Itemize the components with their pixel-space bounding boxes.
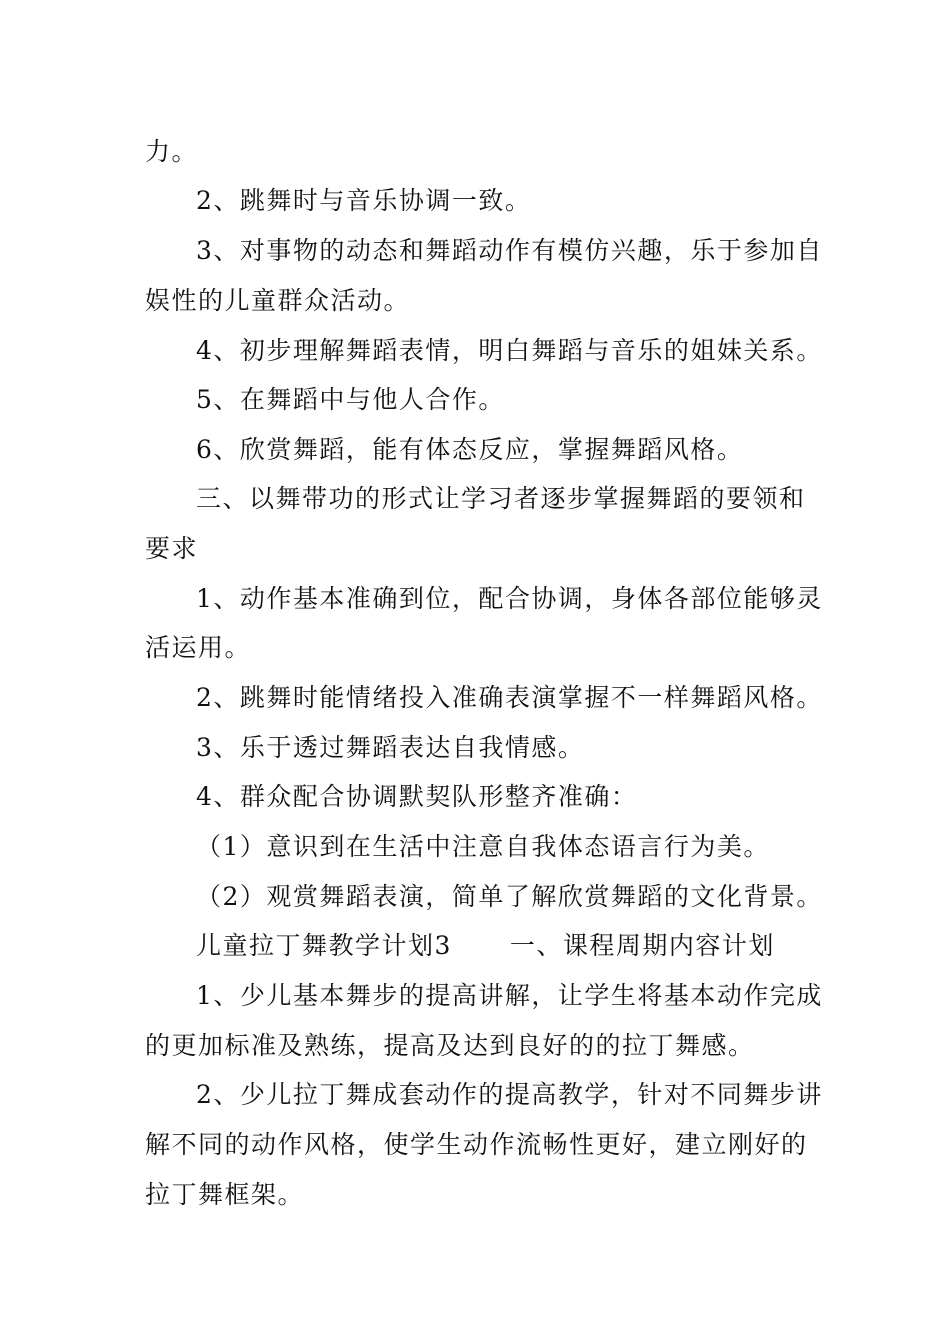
list-item: 3、对事物的动态和舞蹈动作有模仿兴趣，乐于参加自 — [196, 236, 823, 265]
text-line: 娱性的儿童群众活动。 — [145, 286, 411, 315]
text-line: 要求 — [145, 534, 199, 563]
text-line: 的更加标准及熟练，提高及达到良好的的拉丁舞感。 — [145, 1031, 755, 1060]
list-item: 2、跳舞时与音乐协调一致。 — [196, 186, 532, 215]
list-item: 5、在舞蹈中与他人合作。 — [196, 385, 505, 414]
sub-list-item: （1）意识到在生活中注意自我体态语言行为美。 — [196, 832, 770, 861]
list-item: 4、初步理解舞蹈表情，明白舞蹈与音乐的姐妹关系。 — [196, 336, 823, 365]
list-item: 6、欣赏舞蹈，能有体态反应，掌握舞蹈风格。 — [196, 435, 744, 464]
section-heading: 三、以舞带功的形式让学习者逐步掌握舞蹈的要领和 — [196, 484, 806, 513]
plan-subtitle: 一、课程周期内容计划 — [509, 931, 775, 960]
list-item: 2、跳舞时能情绪投入准确表演掌握不一样舞蹈风格。 — [196, 683, 823, 712]
list-item: 2、少儿拉丁舞成套动作的提高教学，针对不同舞步讲 — [196, 1080, 823, 1109]
text-line: 力。 — [145, 137, 199, 166]
sub-list-item: （2）观赏舞蹈表演，简单了解欣赏舞蹈的文化背景。 — [196, 882, 823, 911]
plan-title: 儿童拉丁舞教学计划3 — [196, 931, 452, 960]
text-line: 拉丁舞框架。 — [145, 1180, 305, 1209]
list-item: 1、动作基本准确到位，配合协调，身体各部位能够灵 — [196, 584, 823, 613]
text-line: 活运用。 — [145, 633, 252, 662]
list-item: 3、乐于透过舞蹈表达自我情感。 — [196, 733, 585, 762]
section-heading-line — [196, 930, 775, 962]
list-item: 1、少儿基本舞步的提高讲解，让学生将基本动作完成 — [196, 981, 823, 1010]
text-line: 解不同的动作风格，使学生动作流畅性更好，建立刚好的 — [145, 1130, 808, 1159]
list-item: 4、群众配合协调默契队形整齐准确： — [196, 782, 638, 811]
